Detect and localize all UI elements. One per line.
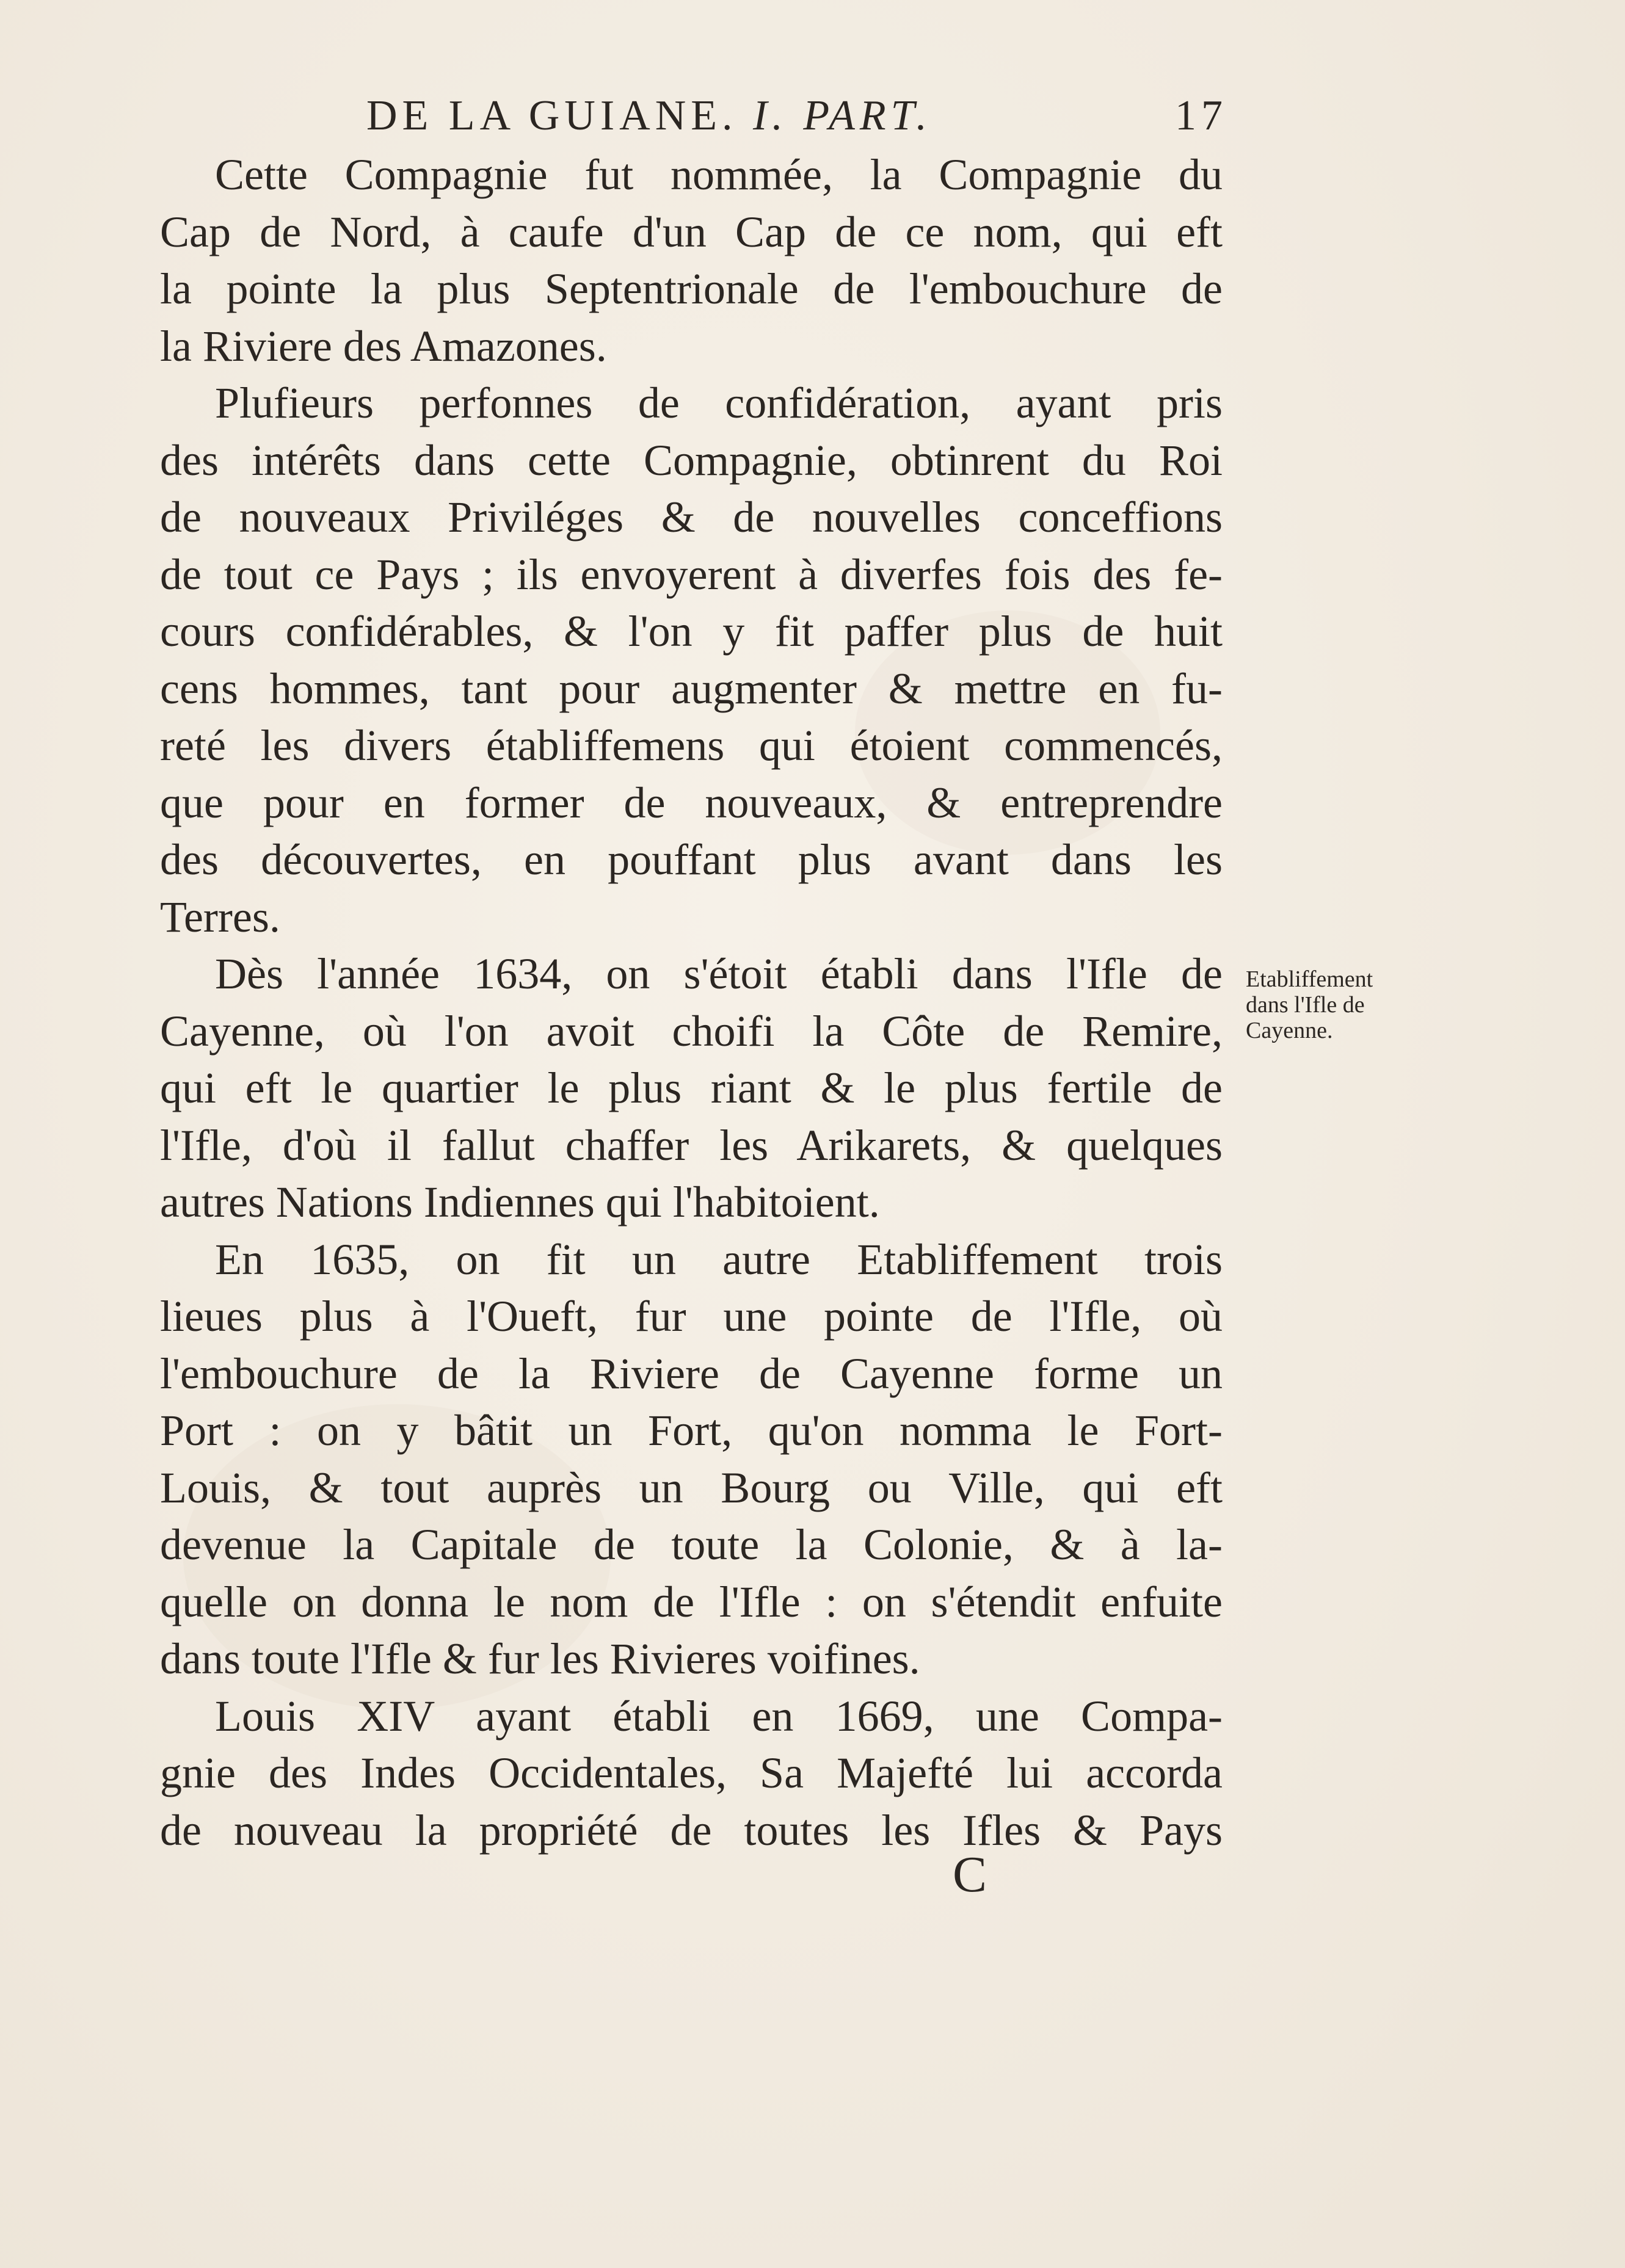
- text-line: Louis, & tout auprès un Bourg ou Ville, qui eft: [160, 1463, 1223, 1512]
- text-line: Terres.: [160, 892, 280, 941]
- text-line: la pointe la plus Septentrionale de l'embouchure de: [160, 264, 1223, 313]
- text-line: la Riviere des Amazones.: [160, 321, 607, 371]
- signature-mark: C: [953, 1846, 987, 1903]
- text-line: autres Nations Indiennes qui l'habitoient.: [160, 1178, 880, 1226]
- text-line: quelle on donna le nom de l'Ifle : on s'étendit enfuite: [160, 1577, 1223, 1626]
- running-header: [366, 92, 1227, 147]
- text-line: de tout ce Pays ; ils envoyerent à diverfes fois des fe-: [160, 549, 1223, 599]
- text-line: cours confidérables, & l'on y fit paffer plus de huit: [160, 607, 1223, 656]
- text-line: cens hommes, tant pour augmenter & mettre en fu-: [160, 664, 1223, 713]
- text-line: gnie des Indes Occidentales, Sa Majefté lui accorda: [160, 1748, 1223, 1797]
- text-line: devenue la Capitale de toute la Colonie, & à la-: [160, 1520, 1223, 1569]
- text-line: l'embouchure de la Riviere de Cayenne forme un: [160, 1349, 1223, 1398]
- marginal-note-line: Cayenne.: [1246, 1018, 1333, 1043]
- text-line: En 1635, on fit un autre Etabliffement trois: [215, 1234, 1223, 1284]
- text-line: l'Ifle, d'où il fallut chaffer les Arikarets, & quelques: [160, 1120, 1223, 1170]
- text-line: Cayenne, où l'on avoit choifi la Côte de Remire,: [160, 1006, 1223, 1056]
- text-line: de nouveaux Priviléges & de nouvelles conceffions: [160, 493, 1223, 542]
- text-line: lieues plus à l'Oueft, fur une pointe de l'Ifle, où: [160, 1292, 1223, 1341]
- marginal-note-line: dans l'Ifle de: [1246, 992, 1365, 1018]
- body-text: [160, 147, 1223, 1859]
- text-line: Cette Compagnie fut nommée, la Compagnie du: [215, 150, 1223, 199]
- text-line: dans toute l'Ifle & fur les Rivieres voifines.: [160, 1634, 920, 1683]
- text-line: des intérêts dans cette Compagnie, obtinrent du Roi: [160, 435, 1223, 485]
- page-number: 17: [1175, 92, 1227, 139]
- marginal-note-line: Etabliffement: [1246, 966, 1373, 992]
- text-line: de nouveau la propriété de toutes les Ifles & Pays: [160, 1805, 1223, 1855]
- header-title-text: DE LA GUIANE.: [366, 92, 738, 139]
- text-line: des découvertes, en pouffant plus avant dans les: [160, 835, 1223, 884]
- text-line: reté les divers établiffemens qui étoient commencés,: [160, 721, 1223, 770]
- text-line: Louis XIV ayant établi en 1669, une Compa-: [215, 1691, 1223, 1741]
- marginal-note: [1246, 966, 1429, 1043]
- text-line: qui eft le quartier le plus riant & le plus fertile de: [160, 1063, 1223, 1112]
- text-line: Cap de Nord, à caufe d'un Cap de ce nom, qui eft: [160, 207, 1223, 256]
- text-line: que pour en former de nouveaux, & entreprendre: [160, 778, 1223, 827]
- header-part-text: I. PART.: [753, 92, 932, 139]
- text-line: Plufieurs perfonnes de confidération, ayant pris: [215, 379, 1223, 427]
- text-line: Port : on y bâtit un Fort, qu'on nomma le Fort-: [160, 1406, 1223, 1455]
- text-line: Dès l'année 1634, on s'étoit établi dans l'Ifle de: [215, 949, 1223, 998]
- running-header-title: [366, 92, 932, 140]
